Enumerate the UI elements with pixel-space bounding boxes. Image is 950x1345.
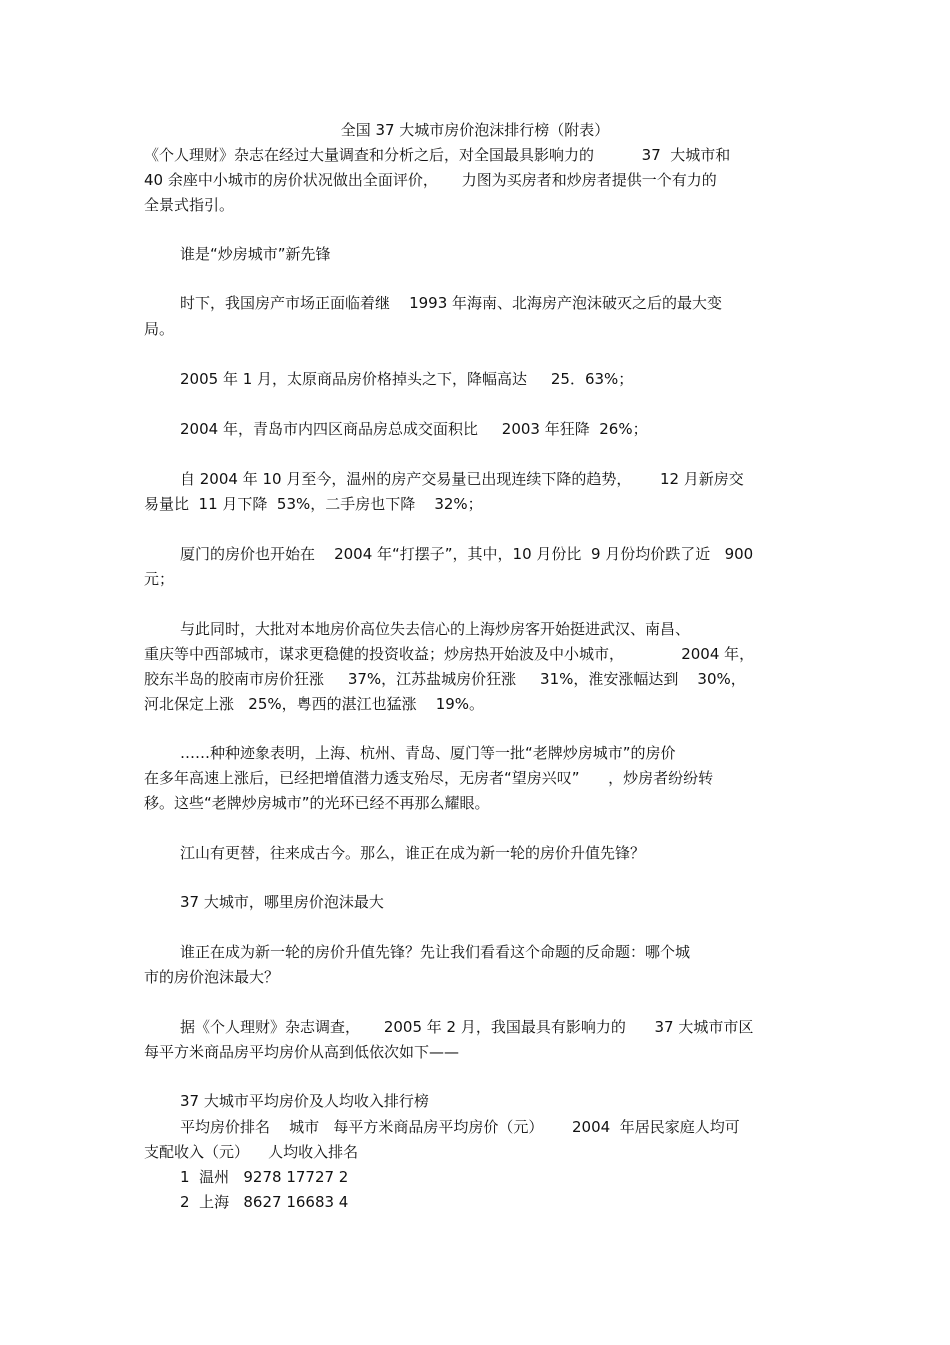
intro-line-3: 全景式指引。 (144, 196, 235, 214)
paragraph-taiyuan: 2005 年 1 月，太原商品房价格掉头之下，降幅高达 25．63%； (180, 370, 634, 388)
paragraph-market-line-2: 局。 (144, 320, 175, 338)
section-heading-speculation-cities: 谁是“炒房城市”新先锋 (180, 245, 331, 263)
paragraph-question-line-2: 市的房价泡沫最大？ (144, 968, 280, 986)
paragraph-xiamen-line-2: 元； (144, 570, 175, 588)
paragraph-wenzhou-line-1: 自 2004 年 10 月至今，温州的房产交易量已出现连续下降的趋势， 12 月新房交 (180, 470, 744, 488)
paragraph-market-line-1: 时下，我国房产市场正面临着继 1993 年海南、北海房产泡沫破灭之后的最大变 (180, 294, 723, 312)
table-header-line-2: 支配收入（元） 人均收入排名 (144, 1143, 359, 1161)
document-title: 全国 37 大城市房价泡沫排行榜（附表） (340, 121, 610, 139)
paragraph-shanghai-line-3: 胶东半岛的胶南市房价狂涨 37%，江苏盐城房价狂涨 31%，淮安涨幅达到 30%， (144, 670, 746, 688)
table-row: 1 温州 9278 17727 2 (180, 1168, 349, 1186)
paragraph-survey-line-2: 每平方米商品房平均房价从高到低依次如下—— (144, 1043, 460, 1061)
table-title: 37 大城市平均房价及人均收入排行榜 (180, 1092, 429, 1110)
paragraph-shanghai-line-2: 重庆等中西部城市，谋求更稳健的投资收益；炒房热开始波及中小城市， 2004 年， (144, 645, 755, 663)
paragraph-signs-line-3: 移。这些“老牌炒房城市”的光环已经不再那么耀眼。 (144, 794, 490, 812)
intro-line-1: 《个人理财》杂志在经过大量调查和分析之后，对全国最具影响力的 37 大城市和 (144, 146, 731, 164)
paragraph-question-line-1: 谁正在成为新一轮的房价升值先锋？先让我们看看这个命题的反命题：哪个城 (180, 943, 691, 961)
table-row: 2 上海 8627 16683 4 (180, 1193, 349, 1211)
paragraph-jiangshan: 江山有更替，往来成古今。那么，谁正在成为新一轮的房价升值先锋？ (180, 844, 646, 862)
paragraph-signs-line-1: ……种种迹象表明，上海、杭州、青岛、厦门等一批“老牌炒房城市”的房价 (180, 744, 676, 762)
section-heading-bubble: 37 大城市，哪里房价泡沫最大 (180, 893, 384, 911)
paragraph-shanghai-line-4: 河北保定上涨 25%，粤西的湛江也猛涨 19%。 (144, 695, 485, 713)
intro-line-2: 40 余座中小城市的房价状况做出全面评价， 力图为买房者和炒房者提供一个有力的 (144, 171, 717, 189)
table-header-line-1: 平均房价排名 城市 每平方米商品房平均房价（元） 2004 年居民家庭人均可 (180, 1118, 740, 1136)
paragraph-qingdao: 2004 年，青岛市内四区商品房总成交面积比 2003 年狂降 26%； (180, 420, 648, 438)
paragraph-xiamen-line-1: 厦门的房价也开始在 2004 年“打摆子”，其中，10 月份比 9 月份均价跌了近 900 (180, 545, 754, 563)
paragraph-shanghai-line-1: 与此同时，大批对本地房价高位失去信心的上海炒房客开始挺进武汉、南昌、 (180, 620, 691, 638)
paragraph-survey-line-1: 据《个人理财》杂志调查， 2005 年 2 月，我国最具有影响力的 37 大城市市区 (180, 1018, 754, 1036)
paragraph-signs-line-2: 在多年高速上涨后，已经把增值潜力透支殆尽，无房者“望房兴叹” ，炒房者纷纷转 (144, 769, 714, 787)
paragraph-wenzhou-line-2: 易量比 11 月下降 53%，二手房也下降 32%； (144, 495, 483, 513)
